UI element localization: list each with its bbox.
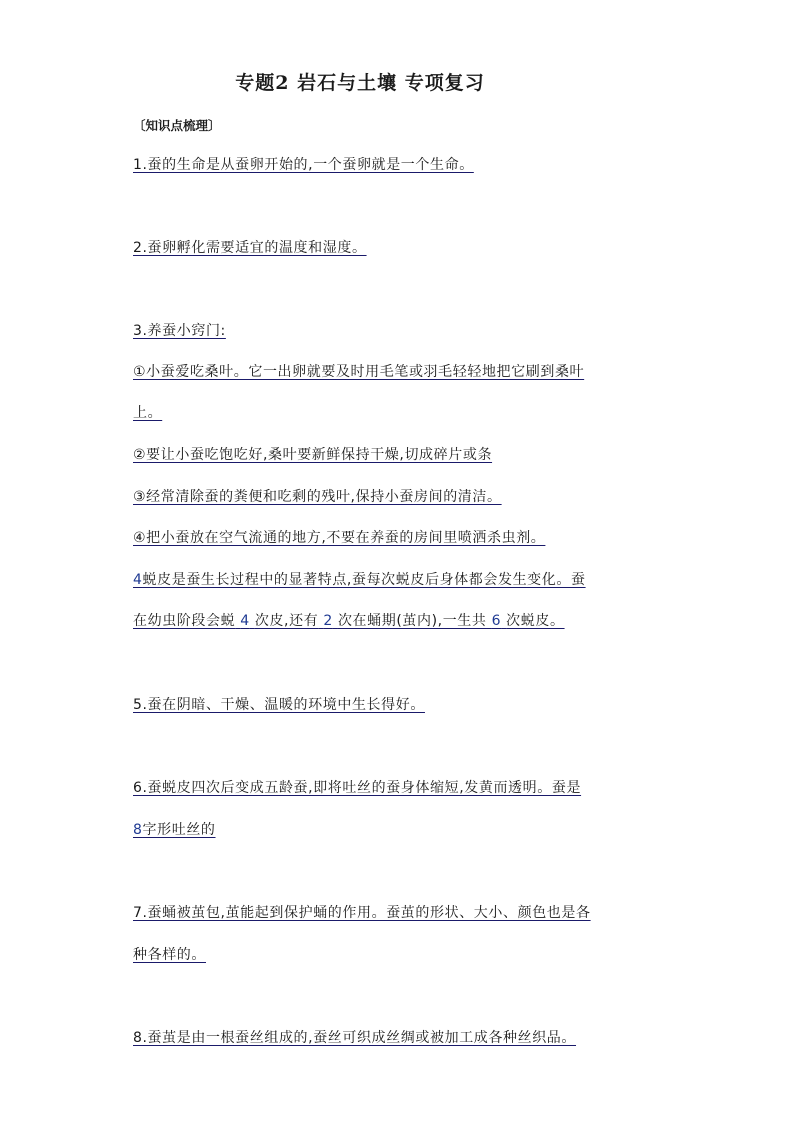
item-3a-line1: ①小蚕爱吃桑叶。它一出卵就要及时用毛笔或羽毛轻轻地把它刷到桑叶 (133, 364, 585, 380)
item-3d: ④把小蚕放在空气流通的地方,不要在养蚕的房间里喷洒杀虫剂。 (133, 530, 546, 546)
item-1: 1.蚕的生命是从蚕卵开始的,一个蚕卵就是一个生命。 (133, 157, 474, 173)
item-4-text1: 蜕皮是蚕生长过程中的显著特点,蚕每次蜕皮后身体都会发生变化。蚕 (142, 572, 586, 588)
item-4-text2a: 在幼虫阶段会蜕 (133, 613, 236, 629)
item-4-line1 (133, 571, 586, 589)
item-7-line2: 种各样的。 (133, 947, 206, 963)
section-heading: 〔知识点梳理〕 (133, 118, 221, 133)
item-6-text2: 字形吐丝的 (142, 822, 216, 838)
item-3c: ③经常清除蚕的粪便和吃剩的残叶,保持小蚕房间的清洁。 (133, 489, 502, 505)
item-5: 5.蚕在阴暗、干燥、温暖的环境中生长得好。 (133, 697, 425, 713)
item-3b: ②要让小蚕吃饱吃好,桑叶要新鲜保持干燥,切成碎片或条 (133, 447, 493, 463)
item-4-line2 (133, 612, 565, 630)
item-3a-line2: 上。 (133, 405, 163, 421)
item-6-line2 (133, 821, 216, 839)
item-4-count-pupa: 2 (323, 613, 333, 629)
item-4-number: 4 (133, 572, 143, 588)
item-4-text2e: 次在蛹期(茧内),一生共 (337, 613, 487, 629)
page-title: 专题2 岩石与土壤 专项复习 (235, 72, 485, 94)
item-6-number: 8 (133, 822, 143, 838)
item-2: 2.蚕卵孵化需要适宜的温度和湿度。 (133, 240, 367, 256)
item-3-heading: 3.养蚕小窍门: (133, 323, 226, 339)
item-7-line1: 7.蚕蛹被茧包,茧能起到保护蛹的作用。蚕茧的形状、大小、颜色也是各 (133, 905, 591, 921)
item-4-text2g: 次蜕皮。 (506, 613, 565, 629)
item-6-line1: 6.蚕蜕皮四次后变成五龄蚕,即将吐丝的蚕身体缩短,发黄而透明。蚕是 (133, 780, 582, 796)
item-4-count-larva: 4 (240, 613, 250, 629)
item-4-text2c: 次皮,还有 (254, 613, 319, 629)
item-4-count-total: 6 (491, 613, 502, 629)
item-8: 8.蚕茧是由一根蚕丝组成的,蚕丝可织成丝绸或被加工成各种丝织品。 (133, 1030, 577, 1046)
